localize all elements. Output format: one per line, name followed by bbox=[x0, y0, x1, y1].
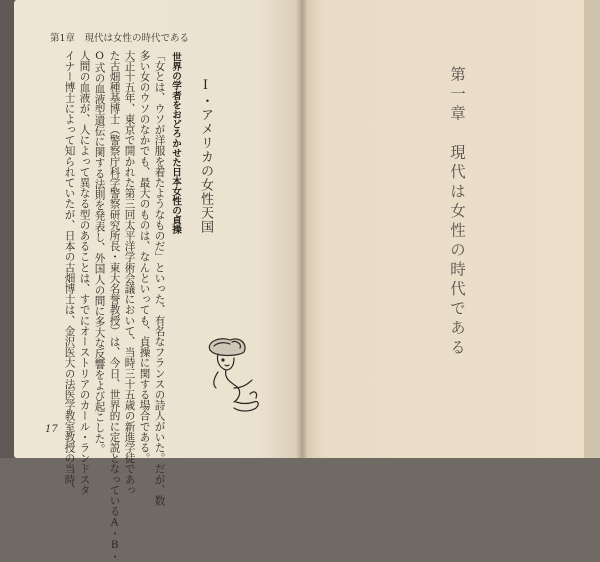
page-edges bbox=[584, 0, 600, 458]
book-gutter bbox=[296, 0, 308, 458]
body-line-3: 大正十五年、東京で開かれた第三回太平洋学術会議において、当時三十五歳の新進学徒であっ bbox=[123, 50, 136, 496]
page-number: 17 bbox=[45, 424, 58, 435]
body-line-5: O式の血液型遺伝に関する法則を発表し、外国人の間に多大な反響をよび起こした。 bbox=[93, 50, 106, 455]
woman-with-hat-illustration bbox=[196, 332, 266, 416]
right-page bbox=[302, 0, 584, 458]
chapter-title: 第一章 現代は女性の時代である bbox=[448, 66, 466, 359]
body-line-2: 多い女のウソのなかでも、最大のものは、なんといっても、貞操に関する場合である。 bbox=[138, 50, 151, 464]
body-line-4: た古畑種基博士（警察庁科学警察研究所長・東大名誉教授）は、今日、世界的に定説となっているA・B・ bbox=[108, 50, 121, 562]
body-line-6: 人間の血液が、人によって異なる型のあることは、すでにオーストリアのカール・ランドスタ bbox=[78, 50, 91, 496]
body-line-7: イナー博士によって知られていたが、日本の古畑博士は、金沢医大の法医学教室教授の当時、 bbox=[63, 50, 76, 496]
running-header: 第1章 現代は女性の時代である bbox=[50, 33, 190, 44]
body-line-1: 「女とは、ウソが洋服を着たようなものだ」といった、有名なフランスの詩人がいた。だが、数 bbox=[153, 50, 166, 506]
section-title: Ⅰ・アメリカの女性天国 bbox=[198, 78, 213, 234]
section-headline: 世界の学者をおどろかせた日本女性の貞操 bbox=[170, 52, 181, 235]
